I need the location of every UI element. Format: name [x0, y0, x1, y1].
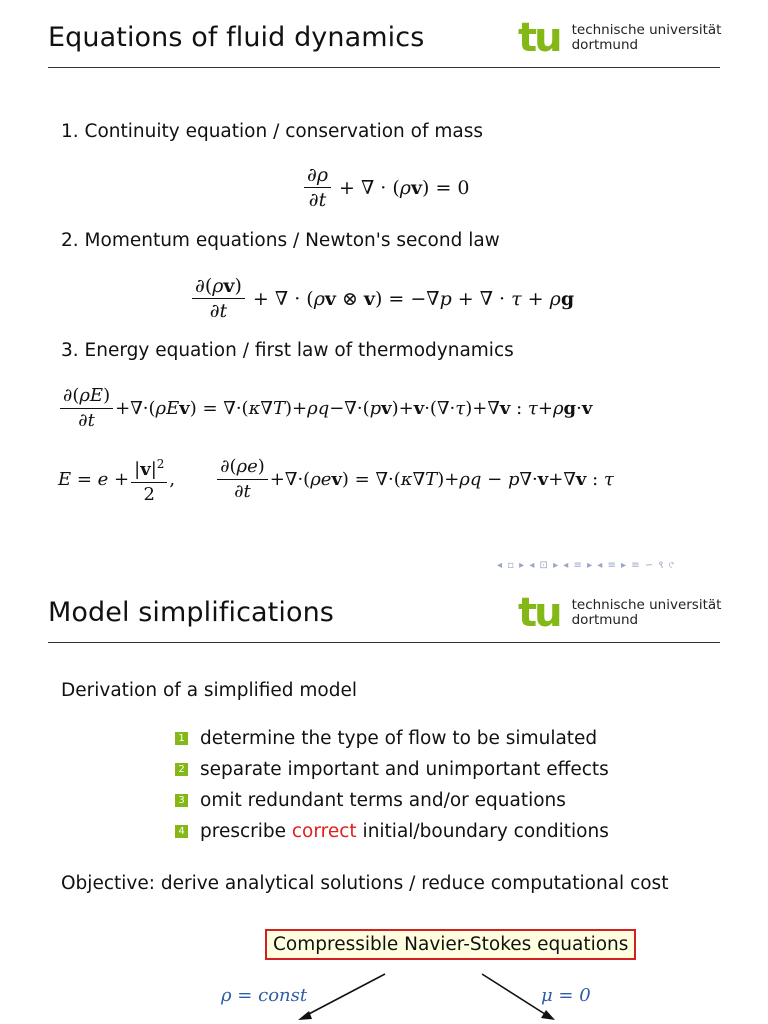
- slide1-title-rule: [48, 67, 720, 68]
- list-item: [175, 754, 609, 785]
- left-arrowhead: [298, 1011, 312, 1020]
- item-number: 3.: [61, 340, 79, 361]
- slide2-title: Model simplifications: [48, 597, 334, 628]
- step-badge: 2: [175, 763, 188, 776]
- slide2-title-rule: [48, 642, 720, 643]
- list-item: [175, 816, 609, 847]
- continuity-equation: $\frac{\partial\rho}{\partial t}$ + ∇ · (ρv) = 0: [302, 164, 470, 211]
- step-badge: 3: [175, 794, 188, 807]
- navier-stokes-box: Compressible Navier-Stokes equations: [265, 929, 636, 960]
- intro-text: Derivation of a simplified model: [61, 680, 357, 701]
- energy-equation-internal: E = e + $\frac{|v|^2}{2}$ , $\frac{\partial(\rho e)}{\partial t}$ +∇·(ρev) = ∇·(κ∇T)+ρq − p∇·v+∇v : τ: [58, 453, 614, 506]
- branch-arrows: [0, 964, 768, 1024]
- objective-text: Objective: derive analytical solutions / reduce computational cost: [61, 873, 669, 894]
- left-branch-label: ρ = const: [221, 985, 308, 1006]
- step-text-before: prescribe: [200, 821, 292, 842]
- logo-line-1: technische universität: [571, 22, 722, 38]
- item-number: 1.: [61, 121, 79, 142]
- item-continuity: [61, 121, 483, 142]
- tu-dortmund-logo: [518, 15, 722, 61]
- item-energy: [61, 340, 514, 361]
- item-text: Continuity equation / conservation of mass: [84, 121, 483, 142]
- step-text: determine the type of flow to be simulated: [200, 728, 598, 749]
- beamer-navigation-bar[interactable]: ◂ ▫ ▸ ◂ ⊡ ▸ ◂ ≡ ▸ ◂ ≡ ▸ ≡ ∽ ९ ୯: [497, 560, 675, 571]
- tu-logo-mark: tu: [518, 590, 560, 636]
- right-branch-arrow: [482, 974, 548, 1016]
- item-text: Momentum equations / Newton's second law: [84, 230, 500, 251]
- logo-line-2: dortmund: [571, 37, 639, 53]
- right-branch-label: μ = 0: [541, 985, 591, 1006]
- highlight-correct: correct: [291, 821, 357, 842]
- step-badge: 1: [175, 732, 188, 745]
- list-item: [175, 723, 609, 754]
- logo-line-2: dortmund: [571, 612, 639, 628]
- tu-logo-mark: tu: [518, 15, 560, 61]
- steps-list: [175, 723, 609, 847]
- item-momentum: [61, 230, 500, 251]
- right-arrowhead: [541, 1010, 555, 1020]
- item-text: Energy equation / first law of thermodynamics: [84, 340, 514, 361]
- step-badge: 4: [175, 825, 188, 838]
- tu-dortmund-logo: [518, 590, 722, 636]
- list-item: [175, 785, 609, 816]
- left-branch-arrow: [305, 974, 385, 1016]
- slide1-title: Equations of fluid dynamics: [48, 22, 425, 53]
- step-text: separate important and unimportant effects: [200, 759, 609, 780]
- item-number: 2.: [61, 230, 79, 251]
- momentum-equation: $\frac{\partial(\rho v)}{\partial t}$ + ∇ · (ρv ⊗ v) = −∇p + ∇ · τ + ρg: [190, 275, 574, 322]
- logo-line-1: technische universität: [571, 597, 722, 613]
- energy-equation-total: $\frac{\partial(\rho E)}{\partial t}$ +∇·(ρEv) = ∇·(κ∇T)+ρq−∇·(pv)+v·(∇·τ)+∇v : τ+ρg·v: [58, 385, 592, 432]
- step-text: omit redundant terms and/or equations: [200, 790, 566, 811]
- step-text-after: initial/boundary conditions: [356, 821, 609, 842]
